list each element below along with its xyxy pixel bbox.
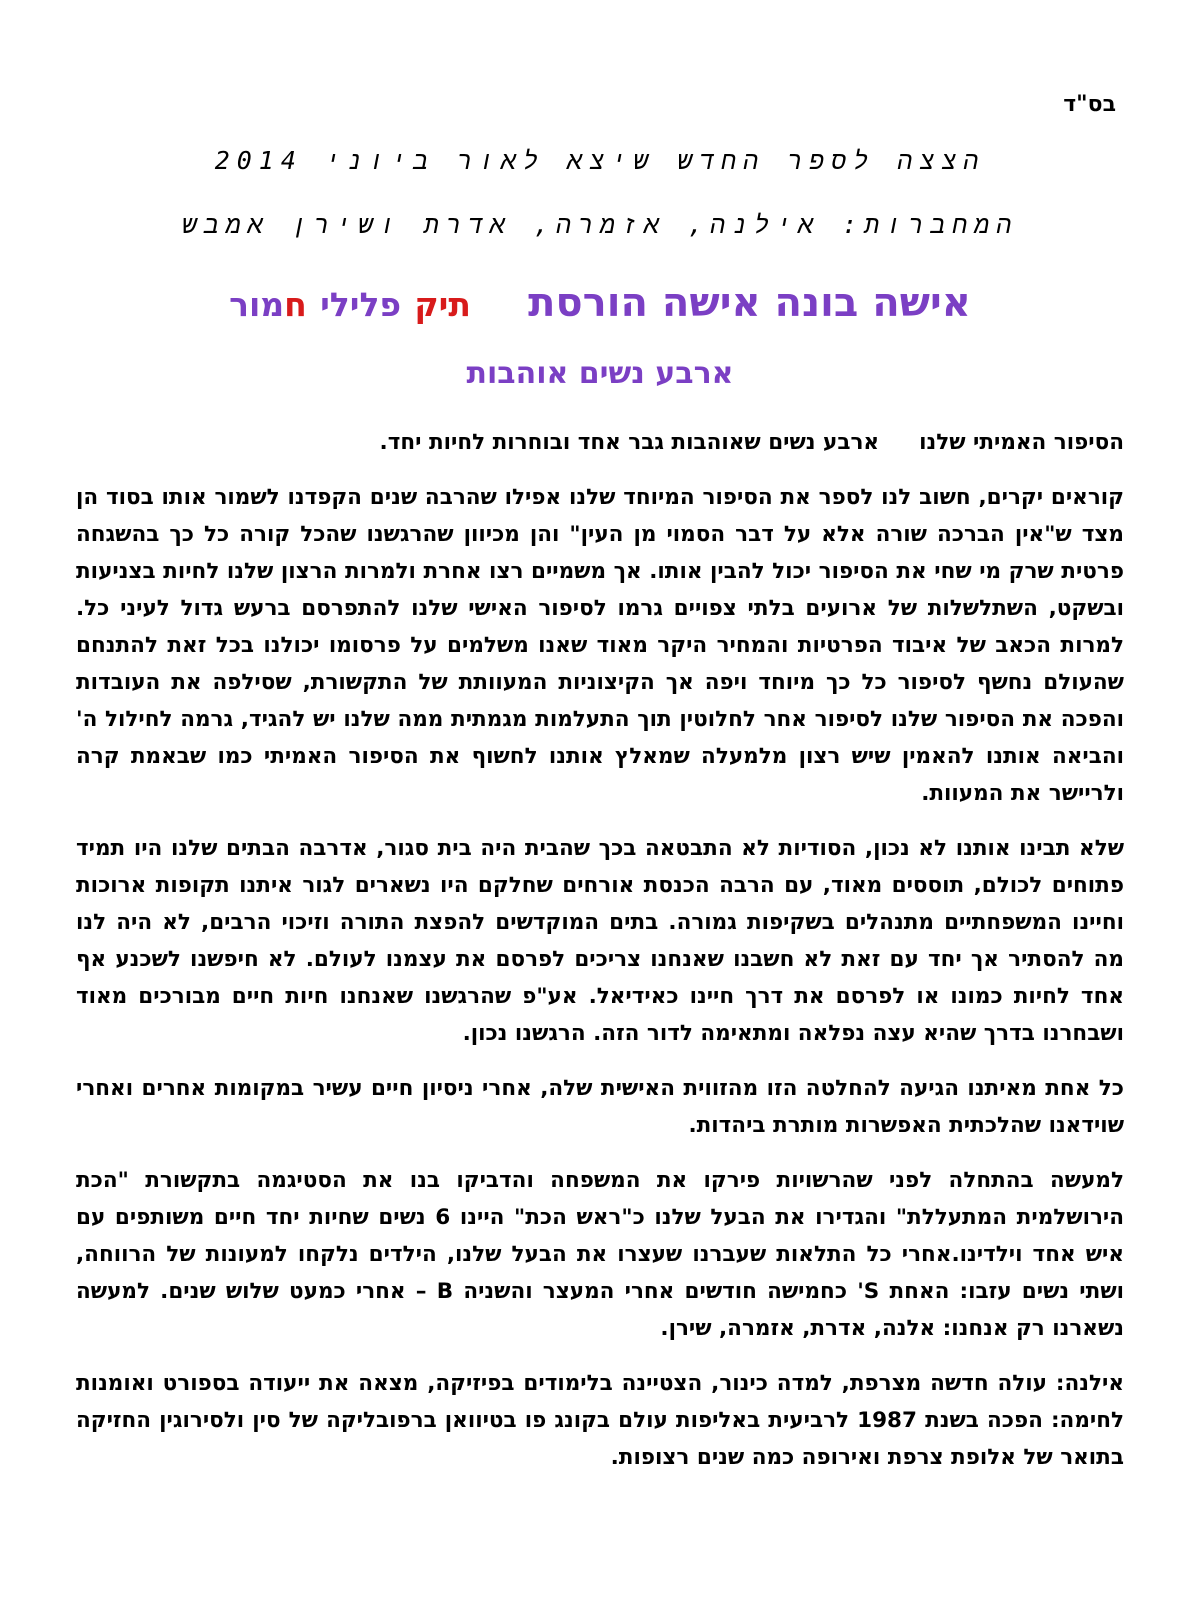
title-tik: תיק bbox=[414, 285, 471, 324]
bsd-header: בס"ד bbox=[1063, 92, 1116, 117]
paragraph-4: למעשה בהתחלה לפני שהרשויות פירקו את המשפחה והדביקו בנו את הסטיגמה בתקשורת "הכת הירושלמית המתעללת" והגדירו את הבעל שלנו כ"ראש הכת" היינו 6 נשים שחיות יחד חיים משותפים עם איש אחד וילדינו.אחרי כל התלאות שעברנו שעצרו את הבעל שלנו, הילדים נלקחו למעונות של הרווחה, ושתי נשים עזבו: האחת S' כחמישה חודשים אחרי המעצר והשניה B – אחרי כמעט שלוש שנים. למעשה נשארנו רק אנחנו: אלנה, אדרת, אזמרה, שירן. bbox=[76, 1168, 1125, 1341]
paragraph-1: קוראים יקרים, חשוב לנו לספר את הסיפור המיוחד שלנו אפילו שהרבה שנים הקפדנו לשמור אותו בסוד הן מצד ש"אין הברכה שורה אלא על דבר הסמוי מן העין" והן מכיוון שהרגשנו שהכל קורה כל כך בהשגחה פרטית שרק מי שחי את הסיפור יכול להבין אותו. אך משמיים רצו אחרת ולמרות הרצון שלנו לחיות בצניעות ובשקט, השתלשלות של ארועים בלתי צפויים גרמו לסיפור האישי שלנו להתפרסם ברעש גדול לעיני כל. למרות הכאב של איבוד הפרטיות והמחיר היקר מאוד שאנו משלמים על פרסומו יכולנו בכל זאת להתנחם שהעולם נחשף לסיפור כל כך מיוחד ויפה אך הקיצוניות המעוותת של התקשורת, שסילפה את העובדות והפכה את הסיפור שלנו לסיפור אחר לחלוטין תוך התעלמות מגמתית ממה שלנו יש להגיד, גרמה לחילול ה' והביאה אותנו להאמין שיש רצון מלמעלה שמאלץ אותנו לחשוף את הסיפור האמיתי כמו שבאמת קרה ולריישר את המעוות. bbox=[76, 485, 1124, 806]
book-title: אישה בונה אישה הורסת bbox=[528, 280, 971, 326]
intro-left: הסיפור האמיתי שלנו bbox=[919, 430, 1124, 455]
paragraph-2: שלא תבינו אותנו לא נכון, הסודיות לא התבטאה בכך שהבית היה בית סגור, אדרבה הבתים שלנו היו תמיד פתוחים לכולם, תוססים מאוד, עם הרבה הכנסת אורחים שחלקם היו נשארים לגור איתנו תקופות ארוכות וחיינו המשפחתיים מתנהלים בשקיפות גמורה. בתים המוקדשים להפצת התורה וזיכוי הרבים, לא היה לנו מה להסתיר אך יחד עם זאת לא חשבנו שאנחנו צריכים לפרסם את עצמנו לעולם. לא חיפשנו לשכנע אף אחד לחיות כמונו או לפרסם את דרך חיינו כאידיאל. אע"פ שהרגשנו שאנחנו חיות חיים מבורכים מאוד ושבחרנו בדרך שהיא עצה נפלאה ומתאימה לדור הזה. הרגשנו נכון. bbox=[76, 836, 1124, 1046]
paragraph-5: אילנה: עולה חדשה מצרפת, למדה כינור, הצטיינה בלימודים בפיזיקה, מצאה את ייעודה בספורט ואומנות לחימה: הפכה בשנת 1987 לרביעית באליפות עולם בקונג פו בטיוואן ברפובליקה של סין ולסירוגין החזיקה בתואר של אלופת צרפת ואירופה כמה שנים רצופות. bbox=[76, 1371, 1124, 1470]
title-h: ח bbox=[284, 285, 307, 324]
title-pelili: פלילי bbox=[320, 285, 402, 324]
authors-line: המחברות: אילנה, אזמרה, אדרת ושירן אמבש bbox=[181, 210, 1019, 239]
subtitle: ארבע נשים אוהבות bbox=[466, 356, 734, 391]
intro-line bbox=[76, 424, 1124, 461]
paragraph-3: כל אחת מאיתנו הגיעה להחלטה הזו מהזווית האישית שלה, אחרי ניסיון חיים עשיר במקומות אחרים ואחרי שוידאנו שהלכתית האפשרות מותרת ביהדות. bbox=[76, 1076, 1124, 1138]
title-row bbox=[0, 280, 1200, 326]
body-text bbox=[76, 424, 1124, 1494]
title-amor: מור bbox=[229, 285, 285, 324]
intro-right: ארבע נשים שאוהבות גבר אחד ובוחרות לחיות יחד. bbox=[379, 430, 880, 455]
book-preview-line: הצצה לספר החדש שיצא לאור ביוני 2014 bbox=[214, 146, 986, 175]
